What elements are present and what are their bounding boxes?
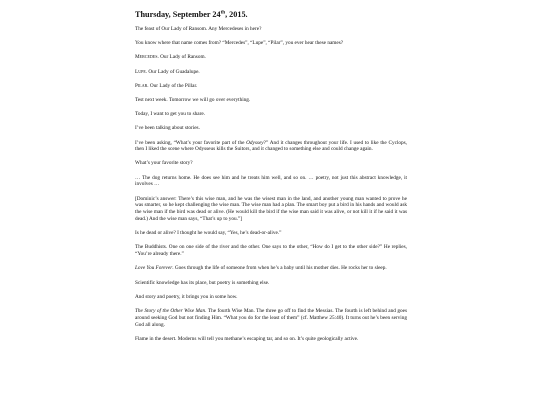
paragraph-mercedes: [135, 54, 407, 61]
document-body: [135, 10, 407, 350]
title-other-wise-man: The Story of the Other Wise Man: [135, 307, 206, 314]
paragraph-text: . The fourth Wise Man. The three go off to find the Messias. The fourth is left behind and goes around seeking God but not finding Him. “What you do for the least of them” (cf. Matthew 25:40). It turns out he’s been serving God all along.: [135, 307, 407, 328]
paragraph-odyssey: [135, 140, 407, 154]
paragraph-flame: Flame in the desert. Moderns will tell you methane’s escaping tar, and so on. It’s quite geologically active.: [135, 335, 359, 342]
paragraph-text: I’ve been asking, “What’s your favorite part of the: [135, 139, 247, 146]
title-love-you-forever: Love You Forever: [135, 265, 173, 272]
paragraph-share: Today, I want to get you to share.: [135, 111, 206, 118]
paragraph-favorite-story: What’s your favorite story?: [135, 160, 193, 167]
paragraph-test: Test next week. Tomorrow we will go over everything.: [135, 96, 251, 103]
paragraph-scientific: Scientific knowledge has its place, but poetry is something else.: [135, 279, 270, 286]
page-title: [135, 10, 407, 20]
paragraph-love-you-forever: [135, 265, 407, 272]
paragraph-text: . Our Lady of Guadalupe.: [145, 68, 200, 75]
paragraph-other-wise-man: [135, 308, 407, 328]
paragraph-stories: I’ve been talking about stories.: [135, 125, 200, 132]
paragraph-text: . Goes through the life of someone from when he’s a baby until his mother dies. He rocks her to sleep.: [172, 265, 387, 272]
paragraph-dominic-answer: [Dominic’s answer: There’s this wise man, and he was the wisest man in the land, and another young man wanted to prove he was smarter, so he kept challenging the wise man. The wise man had a plan. The smart boy put a bird in his hands and would ask the wise man if the bird was dead or alive. (He would kill the bird if the wise man said it was alive, or not kill it if he said it was dead.) And the wise man says, “That’s up to you.”]: [135, 195, 407, 223]
title-odyssey: Odyssey: [246, 139, 264, 146]
title-date: Thursday, September 24: [135, 10, 221, 19]
title-year: , 2015.: [225, 10, 248, 19]
paragraph-story-poetry: And story and poetry, it brings you in some how.: [135, 293, 238, 300]
paragraph-pilar: [135, 83, 407, 90]
paragraph-text: . Our Lady of Ransom.: [157, 54, 206, 61]
paragraph-dead-or-alive: Is he dead or alive? I thought he would say, “Yes, he’s dead-or-alive.”: [135, 230, 282, 237]
speaker-mercedes: Mercedes: [135, 54, 158, 61]
speaker-lupe: Lupe: [135, 68, 146, 75]
paragraph-dog: … The dog returns home. He does see him and he treats him well, and so on. … poetry, not just this abstract knowledge, it involves …: [135, 174, 407, 188]
paragraph-text: ?” And it changes throughout your life. I used to like the Cyclops, then I liked the scene where Odysseus kills the Suitors, and it changed to something else and could change again.: [135, 139, 407, 153]
title-ordinal: th: [220, 10, 226, 16]
paragraph-lupe: [135, 69, 407, 76]
paragraph-feast: The feast of Our Lady of Ransom. Any Mercedeses in here?: [135, 26, 262, 32]
paragraph-buddhists: The Buddhists. One on one side of the river and the other. One says to the other, “How do I get to the other side?” He replies, “You’re already there.”: [135, 244, 407, 258]
paragraph-name-question: You know where that name comes from? “Mercedes”, “Lupe”, “Pilar”, you ever hear these names?: [135, 40, 344, 47]
paragraph-text: . Our Lady of the Pillar.: [147, 82, 198, 89]
speaker-pilar: Pilar: [135, 82, 148, 89]
